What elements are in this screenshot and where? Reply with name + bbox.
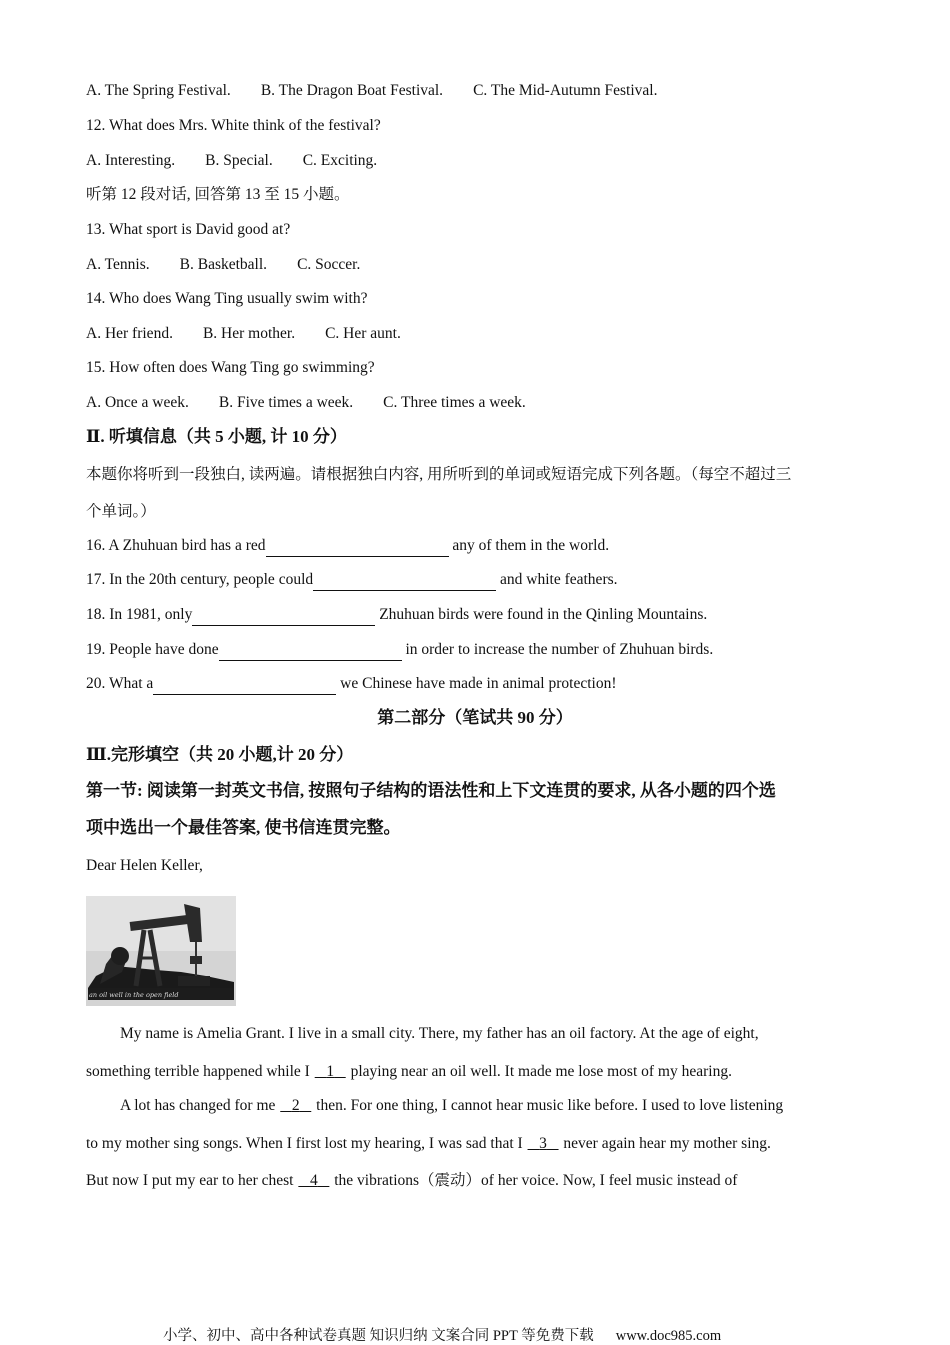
- fill-item-17-after: and white feathers.: [496, 571, 618, 588]
- fill-blank-20[interactable]: [153, 674, 336, 695]
- cloze-blank-4[interactable]: [297, 1172, 330, 1189]
- q13-question: 13. What sport is David good at?: [86, 221, 291, 238]
- q14-option-c: C. Her aunt.: [325, 325, 401, 342]
- q12-question: 12. What does Mrs. White think of the festival?: [86, 117, 381, 134]
- fill-blank-16[interactable]: [266, 536, 449, 557]
- q12-options: [86, 151, 377, 171]
- fill-item-19-before: 19. People have done: [86, 641, 219, 658]
- q11-option-c: C. The Mid-Autumn Festival.: [473, 82, 658, 99]
- p2-line2-after: never again hear my mother sing.: [559, 1135, 771, 1152]
- p2-line2: [86, 1134, 771, 1154]
- footer-text: 小学、初中、高中各种试卷真题 知识归纳 文案合同 PPT 等免费下载: [163, 1328, 594, 1344]
- q15-question: 15. How often does Wang Ting go swimming?: [86, 359, 375, 376]
- fill-item-17-before: 17. In the 20th century, people could: [86, 571, 314, 588]
- q14-option-a: A. Her friend.: [86, 325, 173, 342]
- q11-option-b: B. The Dragon Boat Festival.: [260, 82, 444, 99]
- cloze-blank-1-number: 1: [326, 1063, 335, 1080]
- q15-options: [86, 393, 526, 413]
- q12-option-a: A. Interesting.: [86, 152, 176, 169]
- q14-options: [86, 324, 401, 344]
- p2-line1-after: then. For one thing, I cannot hear music like before. I used to love listening: [312, 1097, 784, 1114]
- fill-item-18: [86, 605, 707, 626]
- q15-option-c: C. Three times a week.: [383, 394, 526, 411]
- dialog12-instruction: 听第 12 段对话, 回答第 13 至 15 小题。: [86, 186, 350, 203]
- q13-option-b: B. Basketball.: [179, 256, 268, 273]
- section1-instruction-line1: 第一节: 阅读第一封英文书信, 按照句子结构的语法性和上下文连贯的要求, 从各小题的四个选: [86, 781, 776, 800]
- fill-blank-17[interactable]: [313, 570, 496, 591]
- cloze-blank-3[interactable]: [527, 1135, 560, 1152]
- oil-well-image-caption: an oil well in the open field: [89, 991, 179, 999]
- fill-item-16: [86, 536, 609, 557]
- p1-line2-before: something terrible happened while I: [86, 1063, 314, 1080]
- p2-line1-before: A lot has changed for me: [120, 1097, 280, 1114]
- fill-blank-18[interactable]: [192, 605, 375, 626]
- section-ii-instruction-line2: 个单词。）: [86, 503, 156, 520]
- q13-option-c: C. Soccer.: [297, 256, 361, 273]
- fill-item-16-after: any of them in the world.: [448, 537, 610, 554]
- fill-item-17: [86, 570, 618, 591]
- p2-line2-before: to my mother sing songs. When I first lost my hearing, I was sad that I: [86, 1135, 527, 1152]
- p1-line2-after: playing near an oil well. It made me lose most of my hearing.: [346, 1063, 732, 1080]
- oil-well-image: [86, 896, 236, 1006]
- cloze-blank-4-number: 4: [309, 1172, 318, 1189]
- p2-line3-after: the vibrations（震动）of her voice. Now, I feel music instead of: [330, 1172, 738, 1189]
- fill-item-16-before: 16. A Zhuhuan bird has a red: [86, 537, 266, 554]
- q14-option-b: B. Her mother.: [202, 325, 296, 342]
- cloze-blank-2-number: 2: [291, 1097, 300, 1114]
- fill-item-20-after: we Chinese have made in animal protection!: [336, 675, 617, 692]
- q14-question: 14. Who does Wang Ting usually swim with?: [86, 290, 368, 307]
- cloze-blank-2[interactable]: [279, 1097, 312, 1114]
- p2-line3: [86, 1171, 737, 1191]
- section-ii-instruction-line1: 本题你将听到一段独白, 读两遍。请根据独白内容, 用所听到的单词或短语完成下列各题。（每空不超过三: [86, 466, 792, 483]
- p1-line1: My name is Amelia Grant. I live in a small city. There, my father has an oil factory. At the age of eight,: [120, 1025, 759, 1042]
- p2-line1: [120, 1096, 783, 1116]
- fill-blank-19[interactable]: [219, 640, 402, 661]
- p1-line2: [86, 1062, 732, 1082]
- section-ii-heading: Ⅱ. 听填信息（共 5 小题, 计 10 分）: [86, 427, 347, 446]
- q12-option-b: B. Special.: [205, 152, 273, 169]
- q13-option-a: A. Tennis.: [86, 256, 150, 273]
- fill-item-19-after: in order to increase the number of Zhuhuan birds.: [401, 641, 714, 658]
- cloze-heading: Ⅲ.完形填空（共 20 小题,计 20 分）: [86, 745, 354, 764]
- q15-option-a: A. Once a week.: [86, 394, 189, 411]
- letter-salutation: Dear Helen Keller,: [86, 857, 203, 874]
- q12-option-c: C. Exciting.: [302, 152, 378, 169]
- q13-options: [86, 255, 360, 275]
- p2-line3-before: But now I put my ear to her chest: [86, 1172, 298, 1189]
- q11-options: [86, 81, 657, 101]
- q15-option-b: B. Five times a week.: [218, 394, 354, 411]
- fill-item-18-after: Zhuhuan birds were found in the Qinling Mountains.: [375, 606, 708, 623]
- section1-instruction-line2: 项中选出一个最佳答案, 使书信连贯完整。: [86, 818, 401, 837]
- page-footer: [163, 1324, 721, 1345]
- footer-url[interactable]: www.doc985.com: [615, 1328, 722, 1344]
- cloze-blank-3-number: 3: [539, 1135, 547, 1152]
- fill-item-20: [86, 674, 617, 695]
- fill-item-19: [86, 640, 713, 661]
- fill-item-18-before: 18. In 1981, only: [86, 606, 193, 623]
- q11-option-a: A. The Spring Festival.: [86, 82, 231, 99]
- part-two-title: 第二部分（笔试共 90 分）: [377, 708, 573, 727]
- cloze-blank-1[interactable]: [314, 1063, 347, 1080]
- fill-item-20-before: 20. What a: [86, 675, 154, 692]
